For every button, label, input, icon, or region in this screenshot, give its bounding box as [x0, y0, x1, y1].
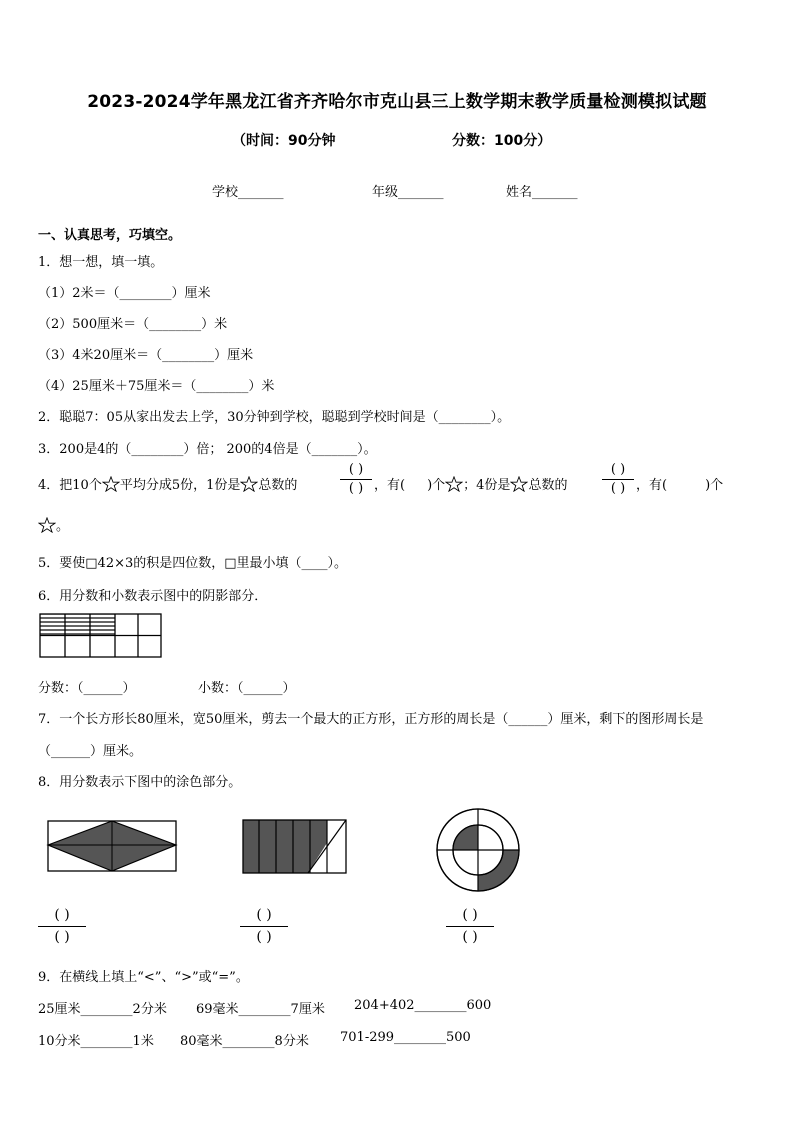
star-icon — [102, 476, 120, 492]
q4-fraction-2[interactable]: ( ) ( ) — [602, 462, 634, 497]
question-4-line-b: ，有( )个 ；4份是 总数的 — [374, 478, 568, 493]
q8-strips-figure — [240, 817, 350, 877]
question-7-line1: 7．一个长方形长80厘米，宽50厘米，剪去一个最大的正方形，正方形的周长是（______）厘米，剩下的图形周长是 — [38, 712, 704, 727]
star-icon — [240, 476, 258, 492]
school-field[interactable]: 学校_______ — [212, 185, 284, 200]
question-1-stem: 1．想一想，填一填。 — [38, 255, 164, 270]
q8-answer-1[interactable]: ( ) ( ) — [38, 907, 86, 946]
q6-shaded-area — [40, 614, 115, 635]
q4-text: 总数的 — [258, 478, 298, 493]
question-1-item: （2）500厘米＝（________）米 — [38, 317, 228, 332]
question-1-item: （4）25厘米＋75厘米＝（________）米 — [38, 379, 275, 394]
star-icon — [510, 476, 528, 492]
q4-fraction-1[interactable]: ( ) ( ) — [340, 462, 372, 497]
time-limit: （时间：90分钟 — [232, 133, 336, 149]
q8-answer-3[interactable]: ( ) ( ) — [446, 907, 494, 946]
q9-compare-item[interactable]: 204+402________600 — [354, 998, 492, 1013]
name-field[interactable]: 姓名_______ — [506, 185, 578, 200]
question-9-stem: 9．在横线上填上“<”、“>”或“=”。 — [38, 970, 249, 985]
question-6-stem: 6．用分数和小数表示图中的阴影部分． — [38, 589, 268, 604]
star-icon — [445, 476, 463, 492]
q9-compare-item[interactable]: 701-299________500 — [340, 1030, 471, 1045]
total-score: 分数：100分） — [452, 133, 552, 149]
question-1-item: （3）4米20厘米＝（________）厘米 — [38, 348, 254, 363]
section-heading: 一、认真思考，巧填空。 — [38, 228, 182, 243]
question-8-stem: 8．用分数表示下图中的涂色部分。 — [38, 775, 242, 790]
star-icon — [38, 517, 56, 533]
question-4-line-d: 。 — [38, 515, 69, 534]
page-title: 2023-2024学年黑龙江省齐齐哈尔市克山县三上数学期末教学质量检测模拟试题 — [87, 92, 707, 112]
q4-text: 4．把10个 — [38, 478, 102, 493]
question-5: 5．要使□42×3的积是四位数，□里最小填（____）。 — [38, 556, 348, 571]
question-3: 3．200是4的（________）倍； 200的4倍是（_______）。 — [38, 442, 377, 457]
q8-rhombus-figure — [45, 818, 179, 876]
question-4-line-c: ，有( )个 — [636, 478, 724, 493]
question-1-item: （1）2米＝（________）厘米 — [38, 286, 211, 301]
q9-compare-item[interactable]: 25厘米________2分米 — [38, 1002, 167, 1017]
q6-grid-figure — [38, 612, 164, 660]
q8-answer-2[interactable]: ( ) ( ) — [240, 907, 288, 946]
q8-ring-figure — [434, 806, 522, 894]
q9-compare-item[interactable]: 80毫米________8分米 — [180, 1034, 309, 1049]
q6-decimal-answer[interactable]: 小数：（______） — [198, 681, 296, 696]
q6-fraction-answer[interactable]: 分数：（______） — [38, 681, 136, 696]
q9-compare-item[interactable]: 69毫米________7厘米 — [196, 1002, 325, 1017]
grade-field[interactable]: 年级_______ — [372, 185, 444, 200]
question-4-line — [38, 474, 297, 493]
question-7-line2: （______）厘米。 — [38, 744, 143, 759]
question-2: 2．聪聪7：05从家出发去上学，30分钟到学校，聪聪到学校时间是（________）。 — [38, 410, 511, 425]
q9-compare-item[interactable]: 10分米________1米 — [38, 1034, 154, 1049]
q4-text: 平均分成5份，1份是 — [119, 478, 241, 493]
